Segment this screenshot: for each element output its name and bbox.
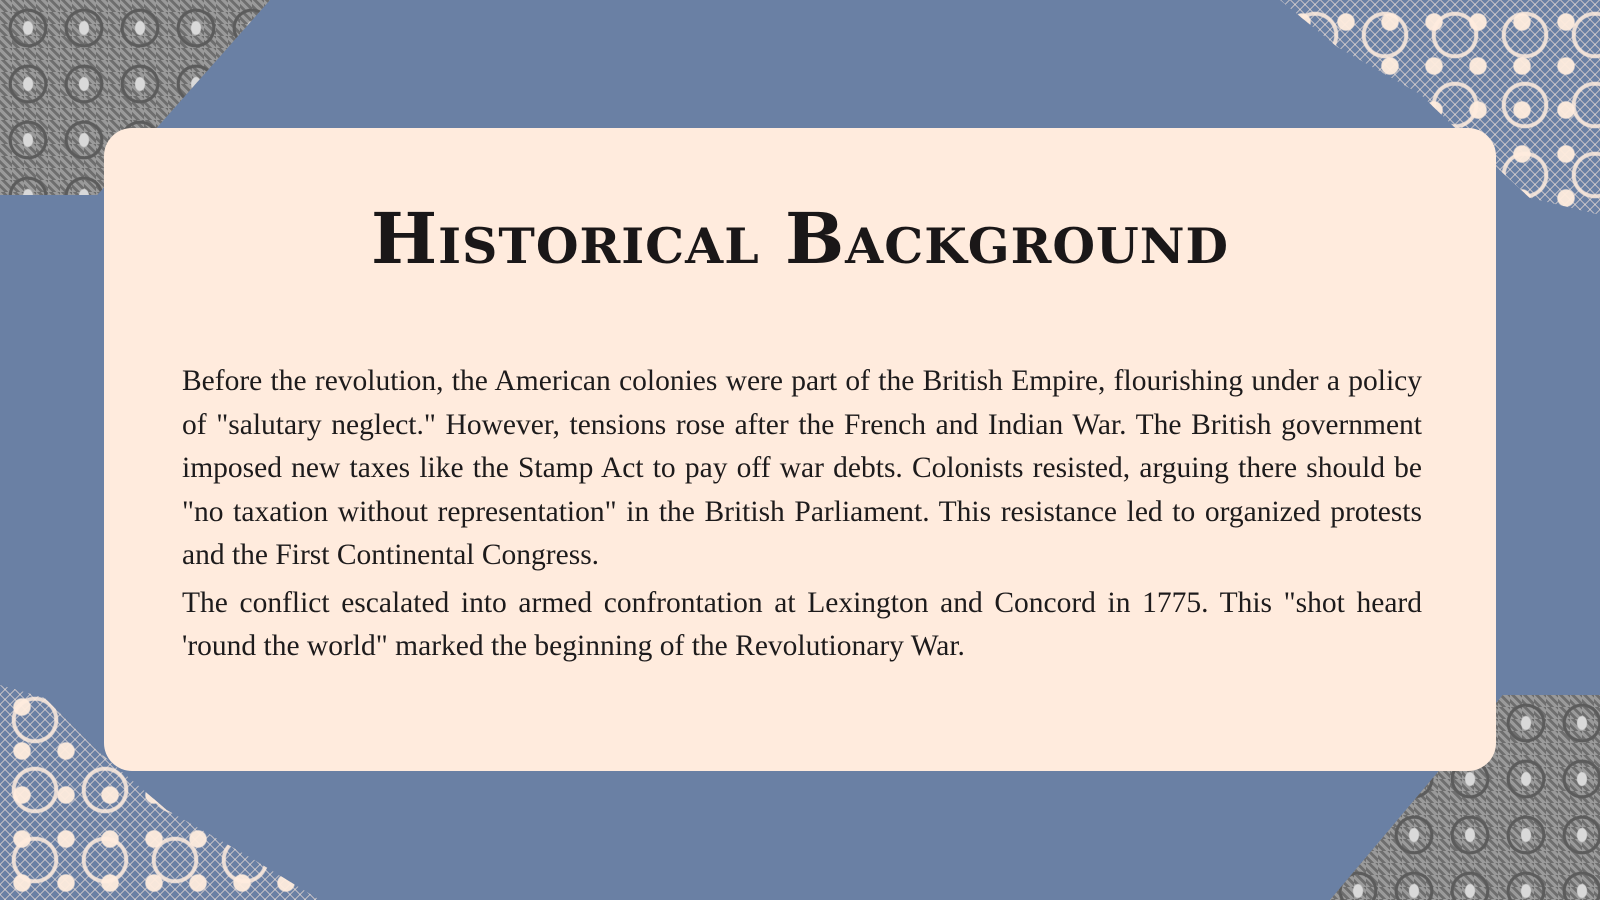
slide-body — [182, 360, 1422, 673]
content-card — [104, 128, 1496, 771]
slide-title: Historical Background — [370, 197, 1230, 280]
paragraph: The conflict escalated into armed confrontation at Lexington and Concord in 1775. This "shot heard 'round the world" marked the beginning of the Revolutionary War. — [182, 586, 1422, 662]
paragraph: Before the revolution, the American colonies were part of the British Empire, flourishing under a policy of "salutary neglect." However, tensions rose after the French and Indian War. The British government imposed new taxes like the Stamp Act to pay off war debts. Colonists resisted, arguing there should be "no taxation without representation" in the British Parliament. This resistance led to organized protests and the First Continental Congress. — [182, 365, 1422, 571]
